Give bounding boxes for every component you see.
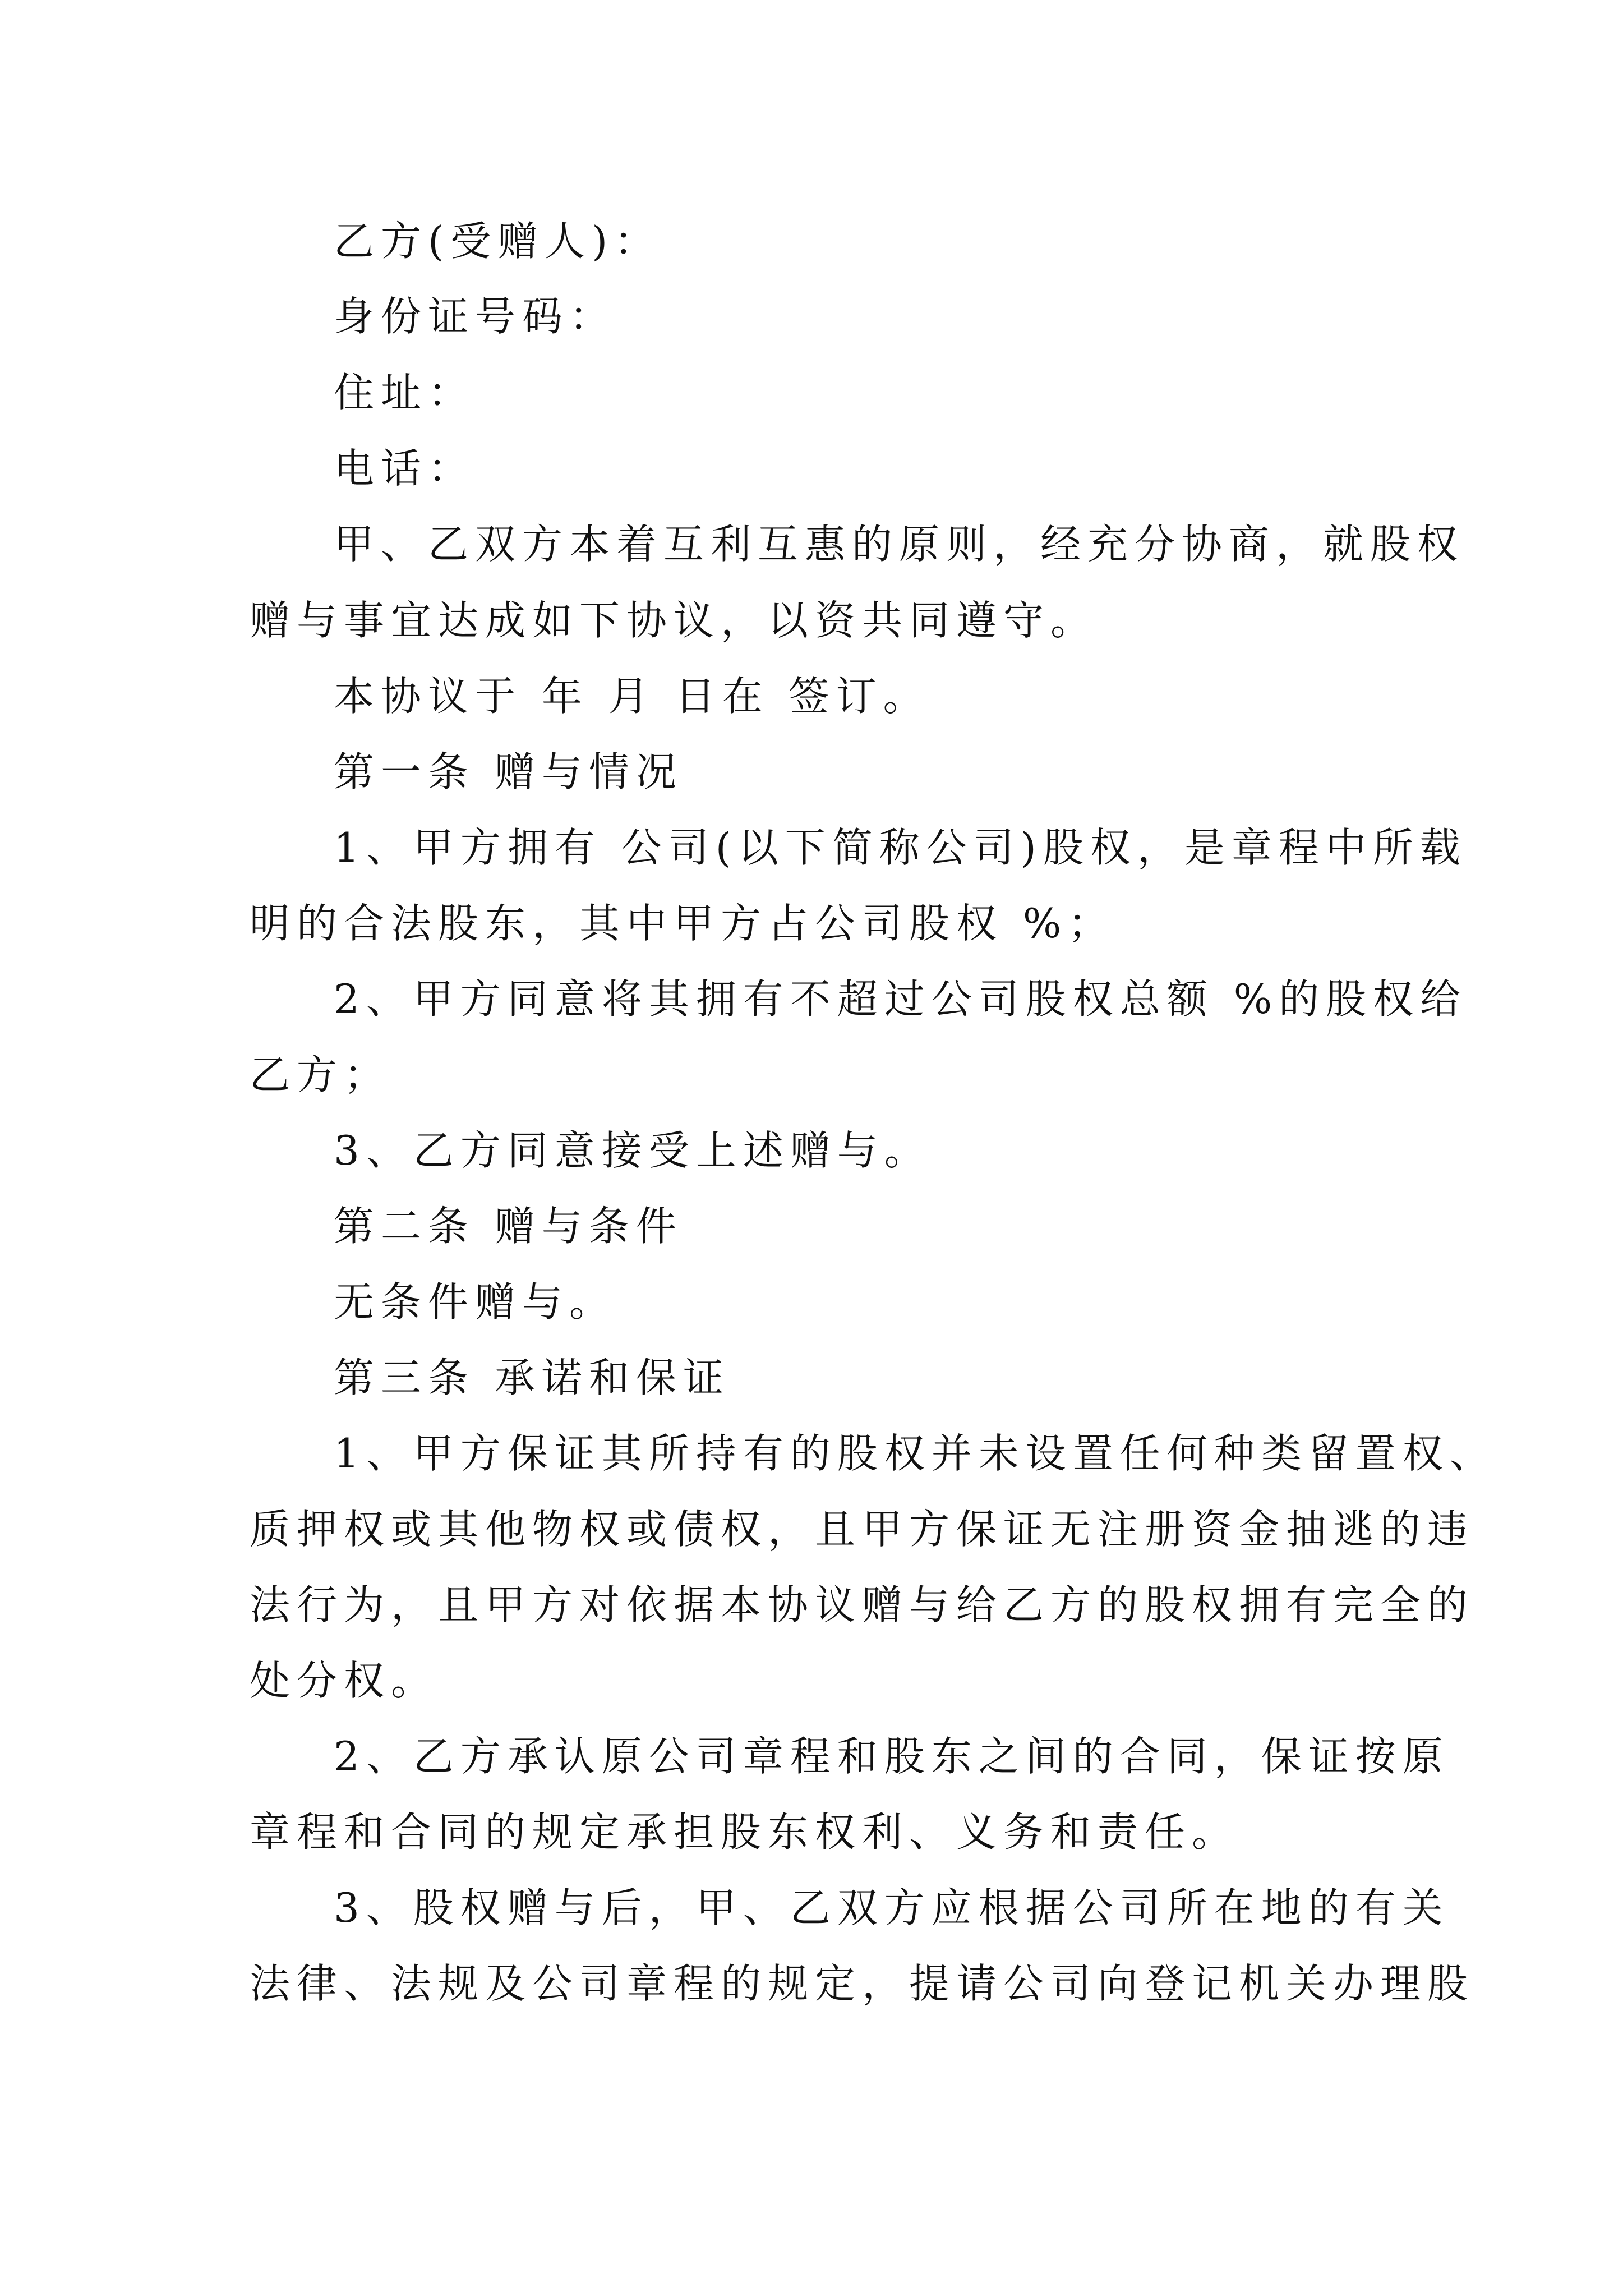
article-2-body: 无条件赠与。 (334, 1278, 617, 1326)
preamble-line-2: 赠与事宜达成如下协议，以资共同遵守。 (250, 597, 1098, 644)
article-3-clause-1-line-3: 法行为，且甲方对依据本协议赠与给乙方的股权拥有完全的 (250, 1581, 1475, 1628)
article-1-clause-2-line-2: 乙方； (250, 1051, 391, 1098)
article-3-heading: 第三条 承诺和保证 (334, 1354, 730, 1401)
id-number-label: 身份证号码： (334, 293, 617, 340)
article-3-clause-3-line-2: 法律、法规及公司章程的规定，提请公司向登记机关办理股 (250, 1960, 1475, 2007)
article-3-clause-2-line-1: 2、乙方承认原公司章程和股东之间的合同，保证按原 (334, 1733, 1450, 1780)
article-1-clause-3: 3、乙方同意接受上述赠与。 (334, 1127, 932, 1174)
article-1-clause-1-line-2: 明的合法股东，其中甲方占公司股权 %； (250, 900, 1115, 947)
article-1-clause-2-line-1: 2、甲方同意将其拥有不超过公司股权总额 %的股权给 (334, 976, 1468, 1023)
article-1-heading: 第一条 赠与情况 (334, 748, 683, 795)
article-3-clause-1-line-4: 处分权。 (250, 1657, 439, 1704)
article-3-clause-1-line-2: 质押权或其他物权或债权，且甲方保证无注册资金抽逃的违 (250, 1506, 1475, 1553)
signing-date-line: 本协议于 年 月 日在 签订。 (334, 673, 930, 720)
article-3-clause-2-line-2: 章程和合同的规定承担股东权利、义务和责任。 (250, 1809, 1239, 1856)
article-3-clause-3-line-1: 3、股权赠与后，甲、乙双方应根据公司所在地的有关 (334, 1884, 1450, 1931)
party-b-label: 乙方(受赠人)： (334, 218, 662, 265)
article-2-heading: 第二条 赠与条件 (334, 1203, 683, 1250)
article-1-clause-1-line-1: 1、甲方拥有 公司(以下简称公司)股权，是章程中所载 (334, 824, 1467, 871)
address-label: 住址： (334, 369, 476, 416)
phone-label: 电话： (334, 445, 476, 492)
article-3-clause-1-line-1: 1、甲方保证其所持有的股权并未设置任何种类留置权、 (334, 1430, 1497, 1477)
preamble-line-1: 甲、乙双方本着互利互惠的原则，经充分协商，就股权 (334, 521, 1465, 568)
